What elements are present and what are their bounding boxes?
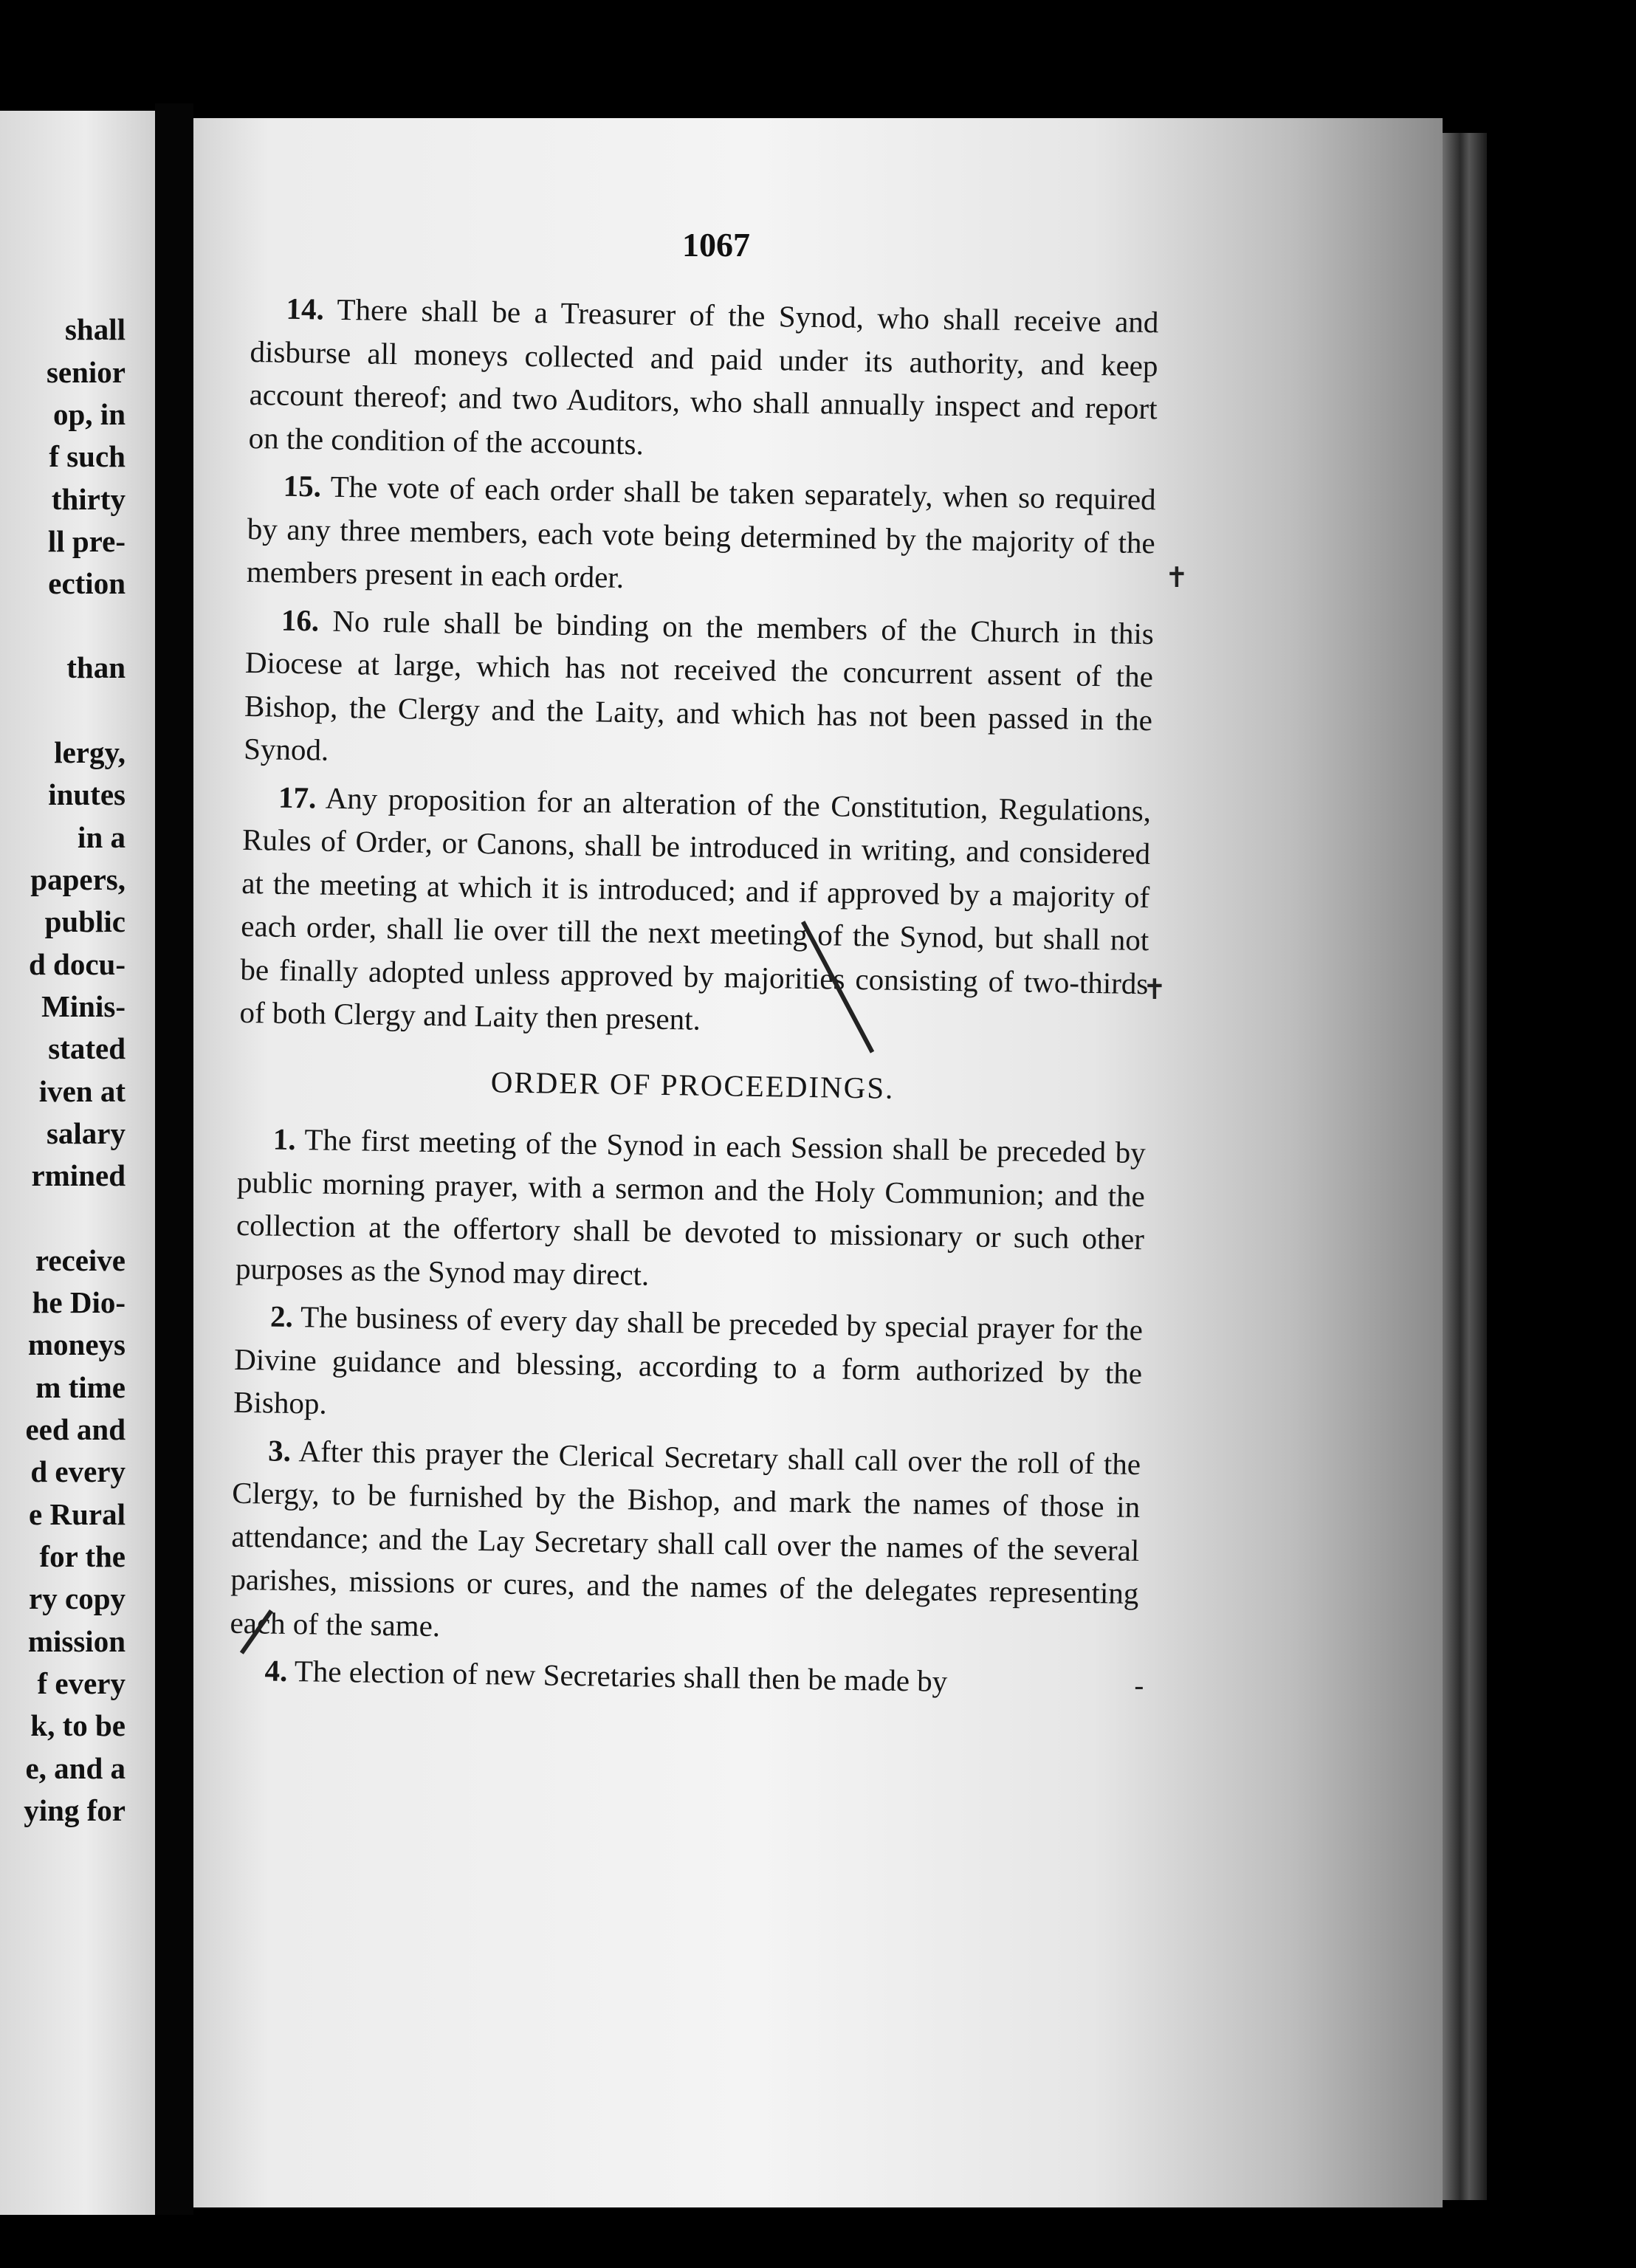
- paragraph-text: The business of every day shall be preceded by special prayer for the Divine guidance and blessing, according to a form authorized by the Bishop.: [233, 1299, 1144, 1420]
- paragraph-number: 15.: [283, 468, 322, 504]
- section-heading: ORDER OF PROCEEDINGS.: [490, 1064, 895, 1105]
- left-page-line: inutes: [48, 777, 126, 811]
- left-page-line: stated: [48, 1031, 126, 1065]
- page-number: 1067: [682, 226, 750, 264]
- left-page-line: f such: [49, 439, 126, 473]
- left-page-line: eed and: [25, 1412, 126, 1446]
- left-page-line: e Rural: [29, 1497, 126, 1531]
- left-page-line: shall: [64, 312, 126, 346]
- paragraph-16: [244, 597, 1155, 784]
- left-page-line: receive: [35, 1243, 126, 1277]
- left-page-line: d docu-: [28, 947, 126, 981]
- left-page-line: ection: [48, 566, 126, 600]
- left-page-line: op, in: [53, 397, 126, 431]
- proceedings-paragraph-4: [229, 1649, 1138, 1706]
- paragraph-text: The vote of each order shall be taken separately, when so required by any three members, each vote being determined by the majority of the members present in each order.: [246, 469, 1156, 594]
- left-page-line: e, and a: [25, 1751, 126, 1785]
- paragraph-text: There shall be a Treasurer of the Synod, who shall receive and disburse all moneys collected and paid under its authority, and keep account thereof; and two Auditors, who shall annually inspect and report on the condition of the accounts.: [248, 292, 1159, 461]
- paragraph-text: No rule shall be binding on the members of the Church in this Diocese at large, which has not received the concurrent assent of the Bishop, the Clergy and the Laity, and which has not been passed in the Synod.: [243, 603, 1155, 767]
- book-gutter: [155, 103, 193, 2215]
- paragraph-text: The election of new Secretaries shall then be made by: [294, 1654, 948, 1699]
- left-page-line: d every: [30, 1454, 126, 1488]
- left-page-line: senior: [46, 355, 126, 389]
- left-page-line: thirty: [51, 482, 126, 516]
- left-page-line: ll pre-: [47, 524, 126, 558]
- paragraph-text: Any proposition for an alteration of the Constitution, Regulations, Rules of Order, or Canons, shall be introduced in writing, and considered at the meeting at which it is introduced; and if approved by a majority of each order, shall lie over till the next meeting of the Synod, but shall not be finally adopted unless approved by majorities consisting of two-thirds of both Clergy and Laity then present.: [239, 780, 1152, 1037]
- left-page-line: m time: [35, 1370, 126, 1404]
- left-page-line: moneys: [27, 1327, 126, 1361]
- left-page-line: iven at: [38, 1074, 126, 1108]
- proceedings-paragraph-2: [233, 1294, 1144, 1438]
- margin-cross-mark-icon: ✝: [1143, 973, 1166, 1006]
- left-page-line: mission: [27, 1624, 126, 1658]
- page-edge-shadow: [1443, 133, 1487, 2200]
- paragraph-number: 2.: [269, 1299, 294, 1334]
- margin-cross-mark-icon: ✝: [1165, 561, 1189, 594]
- page-text: [229, 286, 1159, 1711]
- left-page-line: ry copy: [29, 1581, 126, 1615]
- paragraph-number: 16.: [281, 602, 320, 638]
- left-page-line: salary: [46, 1116, 126, 1150]
- left-page-line: public: [44, 904, 126, 938]
- paragraph-text: After this prayer the Clerical Secretary shall call over the roll of the Clergy, to be furnished by the Bishop, and mark the names of those in attendance; and the Lay Secretary shall call over the names of the several parishes, missions or cures, and the names of the delegates representing each of the same.: [230, 1433, 1141, 1643]
- paragraph-number: 4.: [264, 1653, 288, 1688]
- paragraph-14: [248, 286, 1159, 473]
- left-page-line: f every: [37, 1666, 126, 1700]
- paragraph-15: [246, 464, 1156, 608]
- left-page-line: papers,: [30, 862, 126, 896]
- proceedings-paragraph-3: [230, 1428, 1141, 1658]
- margin-dash-mark-icon: -: [1134, 1670, 1144, 1702]
- left-page-line: in a: [78, 820, 126, 854]
- paragraph-number: 17.: [278, 780, 317, 814]
- proceedings-paragraph-1: [236, 1117, 1147, 1304]
- paragraph-number: 14.: [286, 291, 325, 326]
- left-page-line: k, to be: [30, 1708, 126, 1742]
- paragraph-number: 3.: [267, 1433, 292, 1468]
- left-page-line: Minis-: [41, 989, 126, 1023]
- left-page-line: ying for: [24, 1793, 126, 1827]
- left-page-line: he Dio-: [32, 1285, 126, 1319]
- left-page-line: for the: [39, 1539, 126, 1573]
- paragraph-17: [239, 774, 1151, 1048]
- paragraph-number: 1.: [272, 1121, 296, 1157]
- left-page-line: than: [66, 650, 126, 684]
- left-facing-page: [0, 111, 155, 2215]
- left-page-line: lergy,: [54, 735, 126, 769]
- paragraph-text: The first meeting of the Synod in each Session shall be preceded by public morning prayer, with a sermon and the Holy Communion; and the collection at the offertory shall be devoted to missionary or such other purposes as the Synod may direct.: [235, 1122, 1147, 1292]
- left-page-line: rmined: [31, 1158, 126, 1192]
